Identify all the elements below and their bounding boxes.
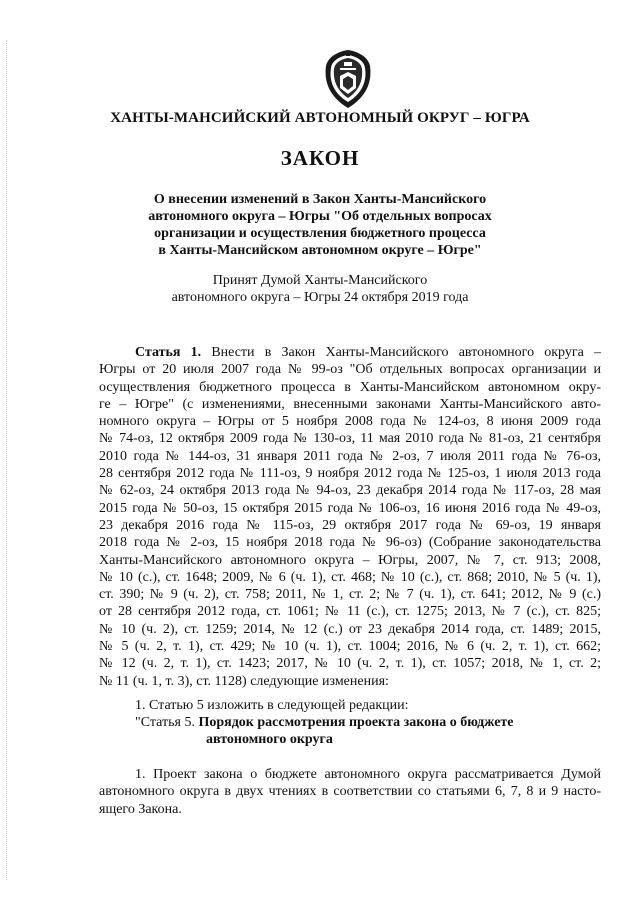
adoption-line: автономного округа – Югры 24 октября 2019 года [171, 290, 469, 305]
adoption-note [0, 272, 640, 306]
item-1-line: ящего Закона. [99, 801, 182, 817]
article-1-line: 2010 года № 144-оз, 31 января 2011 года № 2-оз, 7 июля 2011 года № 76-оз, [99, 448, 601, 464]
article-1-line: № 12 (ч. 2, т. 1), ст. 1423; 2017, № 10 (ч. 2, т. 1), ст. 1057; 2018, № 1, ст. 2; [99, 656, 601, 672]
subject-line: О внесении изменений в Закон Ханты-Мансийского [153, 192, 487, 207]
article-1-line: Ханты-Мансийского автономного округа – Югры, 2007, № 7, ст. 913; 2008, [99, 552, 601, 568]
article-1-line: № 62-оз, 24 октября 2013 года № 94-оз, 23 декабря 2014 года № 117-оз, 28 мая [99, 483, 601, 499]
document-title: ЗАКОН [280, 146, 360, 170]
article-1-line: номного округа – Югры от 5 ноября 2008 года № 124-оз, 8 июня 2009 года [99, 414, 601, 430]
subject-line: в Ханты-Мансийском автономном округе – Югре" [158, 243, 482, 258]
article-1-line: ге – Югре" (с изменениями, внесенными законами Ханты-Мансийского авто- [99, 396, 601, 412]
article-1-line: № 5 (ч. 2, т. 1), ст. 429; № 10 (ч. 1), ст. 1004; 2016, № 6 (ч. 2, т. 1), ст. 662; [99, 639, 601, 655]
change-point-1: 1. Статью 5 изложить в следующей редакции: [135, 698, 409, 713]
article-1-first-line [99, 344, 601, 361]
item-1-line: автономного округа в двух чтениях в соответствии со статьями 6, 7, 8 и 9 насто- [99, 784, 601, 800]
article-5-title-continued: автономного округа [206, 732, 333, 748]
article-5-item-1 [99, 766, 601, 818]
article-1-line: 23 декабря 2016 года № 115-оз, 29 октября 2017 года № 69-оз, 19 января [99, 517, 601, 533]
article-1-line: от 28 сентября 2012 года, ст. 1061; № 11 (с.), ст. 1275; 2013, № 7 (с.), ст. 825; [99, 604, 601, 620]
subject-line: автономного округа – Югры "Об отдельных вопросах [148, 209, 492, 224]
law-subject [0, 191, 640, 259]
article-5-title: Порядок рассмотрения проекта закона о бюджете [198, 715, 514, 730]
article-1-line: 2018 года № 2-оз, 15 ноября 2018 года № 96-оз) (Собрание законодательства [99, 535, 601, 551]
article-1-line: № 10 (с.), ст. 1648; 2009, № 6 (ч. 1), ст. 468; № 10 (с.), ст. 868; 2010, № 5 (ч. 1), [99, 569, 601, 585]
subject-line: организации и осуществления бюджетного процесса [154, 226, 486, 241]
adoption-line: Принят Думой Ханты-Мансийского [212, 273, 428, 288]
article-1-line: осуществления бюджетного процесса в Ханты-Мансийском автономном окру- [99, 379, 601, 395]
article-1-line: Югры от 20 июля 2007 года № 99-оз "Об отдельных вопросах организации и [99, 362, 601, 378]
article-1-line: 2015 года № 50-оз, 15 октября 2015 года № 106-оз, 16 июня 2016 года № 49-оз, [99, 500, 601, 516]
article-5-heading [135, 714, 605, 749]
article-1-line: 28 сентября 2012 года № 111-оз, 9 ноября 2012 года № 125-оз, 1 июля 2013 года [99, 466, 601, 482]
article-1 [99, 344, 601, 690]
item-1-line: 1. Проект закона о бюджете автономного округа рассматривается Думой [135, 767, 601, 782]
article-1-line: № 11 (ч. 1, т. 3), ст. 1128) следующие изменения: [99, 673, 389, 689]
article-5-label: "Статья 5. [135, 715, 199, 730]
article-1-line: ст. 390; № 9 (ч. 2), ст. 758; 2011, № 1, ст. 2; № 7 (ч. 1), ст. 641; 2012, № 9 (с.) [99, 587, 601, 603]
region-heading: ХАНТЫ-МАНСИЙСКИЙ АВТОНОМНЫЙ ОКРУГ – ЮГРА [110, 110, 530, 126]
article-1-line: № 10 (ч. 2), ст. 1259; 2014, № 12 (с.) от 23 декабря 2014 года, ст. 1489; 2015, [99, 621, 601, 637]
coat-of-arms-emblem-icon [322, 48, 374, 110]
article-1-line: Внести в Закон Ханты-Мансийского автономного округа – [201, 345, 601, 360]
article-1-line: № 74-оз, 12 октября 2009 года № 130-оз, 11 мая 2010 года № 81-оз, 21 сентября [99, 431, 601, 447]
article-1-label: Статья 1. [135, 345, 202, 360]
